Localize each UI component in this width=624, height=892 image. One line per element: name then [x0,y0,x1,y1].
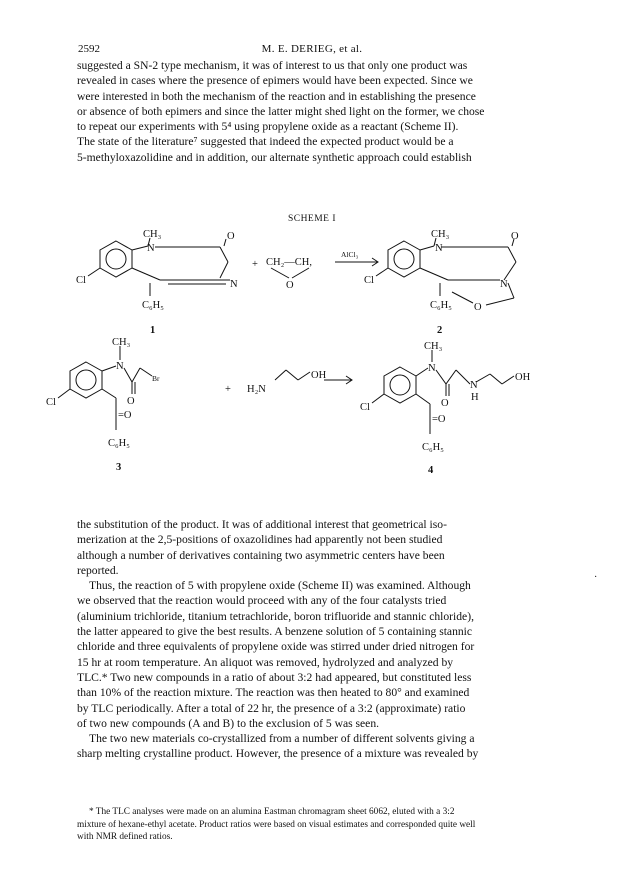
cl-bond-3 [58,389,70,398]
methyl-label: CH₃ [431,229,450,240]
text-line: although a number of derivatives containing two asymmetric centers have been [77,548,445,562]
compound-number: 4 [428,465,434,476]
text-line: (aluminium trichloride, titanium tetrachloride, boron trifluoride and stannic chloride), [77,609,474,623]
oxazolidine-bond [486,298,514,305]
ring-bond [508,247,516,262]
text-line: The two new materials co-crystallized from a number of different solvents giving a [89,732,475,746]
benzene-ring-3 [70,362,102,398]
hydroxyl-label: OH [515,372,531,383]
ring-bond [220,247,228,262]
amide-bond [132,368,140,382]
phenyl-label: C₆H₅ [142,300,164,311]
text-line: merization at the 2,5-positions of oxazolidines had apparently not been studied [77,533,443,547]
ring-bond [220,262,228,278]
nitrogen-label: N [116,361,124,372]
methyl-label: CH₃ [424,341,443,352]
epoxide-label: CH₂—CH, [266,257,312,268]
oxygen-label: O [511,231,519,242]
nitrogen-label: N [147,243,155,254]
page-number: 2592 [78,43,100,55]
carbonyl-label: O [441,398,449,409]
nitrogen-label: N [230,279,238,290]
cl-bond-1 [88,268,100,276]
ch2br-bond [140,368,152,376]
margin-mark: · [594,572,598,583]
bromine-label: Br [152,374,160,383]
ring-bond [132,246,148,250]
ring-bond [102,389,116,398]
phenyl-label: C₆H₅ [430,300,452,311]
epoxide-bond [271,268,289,278]
oxazolidine-bond [452,292,473,303]
amide-bond [124,368,132,382]
ethanol-bond [502,376,514,384]
compound-number: 3 [116,462,122,473]
text-line: were interested in both the mechanism of the reaction and in establishing the presence [77,89,476,103]
benzene-ring-1 [100,241,132,277]
phenyl-label: C₆H₅ [108,438,130,449]
carbonyl-bond-1 [224,239,226,246]
amine-label: H₂N [247,384,266,395]
carbonyl-label: O [127,396,135,407]
methyl-label: CH₃ [112,337,131,348]
phenyl-label: C₆H₅ [422,442,444,453]
reaction-scheme [0,222,624,497]
amine-hydrogen-label: H [471,392,479,403]
benzoyl-oxygen-label: =O [118,410,132,421]
oxygen-label: O [227,231,235,242]
text-line: 5-methyloxazolidine and in addition, our alternate synthetic approach could establish [77,150,472,164]
amine-bond [476,374,490,382]
compound-number: 1 [150,325,156,336]
footnote [77,806,547,844]
nitrogen-label: N [500,279,508,290]
amide-bond [446,370,456,384]
text-line: Thus, the reaction of 5 with propylene oxide (Scheme II) was examined. Although [89,579,471,593]
chlorine-label: Cl [76,275,86,286]
nitrogen-label: N [428,363,436,374]
aromatic-circle-2 [394,249,414,269]
aromatic-circle-4 [390,375,410,395]
hydroxyl-label: OH [311,370,327,381]
ring-oxygen-label: O [474,302,482,313]
chlorine-label: Cl [46,397,56,408]
running-head: M. E. DERIEG, et al. [261,43,363,55]
paragraph-top [77,58,547,165]
footnote-line: with NMR defined ratios. [77,832,173,842]
text-line: of two new compounds (A and B) to the exclusion of 5 was seen. [77,716,380,730]
text-line: chloride and three equivalents of propylene oxide was stirred under dried nitrogen for [77,640,475,654]
text-line: reported. [77,563,119,577]
footnote-line: * The TLC analyses were made on an alumina Eastman chromagram sheet 6062, eluted with a 3:2 [89,807,455,817]
methyl-label: CH₃ [143,229,162,240]
text-line: The state of the literature⁷ suggested that indeed the expected product would be a [77,135,454,149]
plus-sign: + [252,259,258,270]
oxazolidine-bond [508,283,514,298]
amine-nitrogen-label: N [470,380,478,391]
plus-sign: + [225,384,231,395]
text-line: by TLC periodically. After a total of 22 hr, the presence of a 3:2 (approximate) ratio [77,701,466,715]
compound-number: 2 [437,325,443,336]
ring-bond [420,246,434,250]
text-line: the substitution of the product. It was of additional interest that geometrical iso- [77,518,447,531]
text-line: 15 hr at room temperature. An aliquot was removed, hydrolyzed and analyzed by [77,655,454,669]
chlorine-label: Cl [364,275,374,286]
ring-bond [102,366,116,371]
ethanol-bond [490,374,502,384]
epoxide-bond [292,268,309,278]
scheme-title: SCHEME I [287,214,337,224]
text-line: we observed that the reaction would proceed with any of the four catalysts tried [77,594,447,608]
cl-bond-4 [372,394,384,403]
ring-bond [416,394,430,404]
epoxide-oxygen-label: O [286,280,294,291]
text-line: than 10% of the reaction mixture. The reaction was then heated to 80° and examined [77,686,470,700]
cl-bond-2 [376,268,388,276]
chlorine-label: Cl [360,402,370,413]
benzene-ring-2 [388,241,420,277]
amine-chain-bond [286,370,298,380]
benzene-ring-4 [384,367,416,403]
amine-chain-bond [275,370,286,380]
benzoyl-oxygen-label: =O [432,414,446,425]
footnote-line: mixture of hexane-ethyl acetate. Product ratios were based on visual estimates and corresponded quite well [77,819,476,830]
ring-bond [504,262,516,280]
text-line: or absence of both epimers and since the latter might shed light on the former, we chose [77,104,485,118]
glycyl-bond [456,370,470,384]
ring-bond [416,368,428,376]
aromatic-circle-1 [106,249,126,269]
text-line: to repeat our experiments with 5⁴ using propylene oxide as a reactant (Scheme II). [77,120,459,134]
text-line: the latter appeared to give the best results. A benzene solution of 5 containing stannic [77,625,473,639]
text-line: TLC.* Two new compounds in a ratio of about 3:2 had appeared, but constituted less [77,670,472,684]
amide-bond [436,370,446,384]
text-line: sharp melting crystalline product. However, the presence of a mixture was revealed by [77,747,479,761]
catalyst-label: AlCl₃ [341,250,359,259]
paragraph-body [77,517,547,762]
text-line: revealed in cases where the presence of epimers would have been expected. Since we [77,74,473,88]
text-line: suggested a SN-2 type mechanism, it was of interest to us that only one product was [77,59,468,72]
ring-bond [132,268,160,280]
ring-bond [420,268,448,280]
nitrogen-label: N [435,243,443,254]
amine-chain-bond [298,372,310,380]
aromatic-circle-3 [76,370,96,390]
